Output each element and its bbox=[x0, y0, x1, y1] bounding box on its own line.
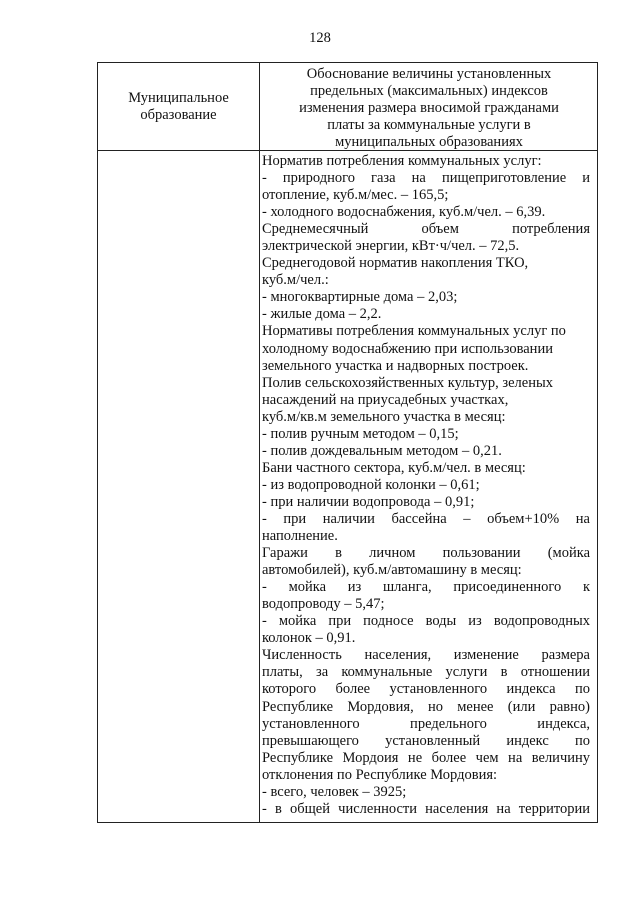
text-line: Полив сельскохозяйственных культур, зеленых bbox=[262, 374, 553, 391]
text-line: платы, за коммунальные услуги в отношении bbox=[262, 664, 590, 681]
header-justification-line: Обоснование величины установленных bbox=[306, 66, 552, 82]
text-line: - мойка при подносе воды из водопроводных bbox=[262, 613, 590, 630]
text-line: - многоквартирные дома – 2,03; bbox=[262, 289, 458, 306]
text-line: Среднегодовой норматив накопления ТКО, bbox=[262, 255, 529, 272]
text-line: которого более установленного индекса по bbox=[262, 681, 590, 698]
header-justification-line: платы за коммунальные услуги в bbox=[327, 117, 531, 133]
text-line: Гаражи в личном пользовании (мойка bbox=[262, 545, 590, 562]
text-line: превышающего установленный индекс по bbox=[262, 732, 590, 749]
text-line: наполнение. bbox=[262, 528, 338, 545]
text-line: водопроводу – 5,47; bbox=[262, 596, 385, 613]
page-number: 128 bbox=[309, 30, 331, 46]
text-line: - жилые дома – 2,2. bbox=[262, 306, 382, 323]
header-municipality-text: Муниципальное образование bbox=[128, 89, 229, 123]
text-line: автомобилей), куб.м/автомашину в месяц: bbox=[262, 562, 522, 579]
text-line: куб.м/кв.м земельного участка в месяц: bbox=[262, 408, 506, 425]
text-line: холодному водоснабжению при использовании bbox=[262, 340, 553, 357]
text-line: - при наличии водопровода – 0,91; bbox=[262, 493, 475, 510]
text-line: отклонения по Республике Мордовия: bbox=[262, 766, 498, 783]
text-line: - всего, человек – 3925; bbox=[262, 783, 407, 800]
text-line: - природного газа на пищеприготовление и bbox=[262, 170, 590, 187]
justification-text bbox=[262, 153, 590, 818]
header-municipality bbox=[98, 63, 259, 150]
text-line: колонок – 0,91. bbox=[262, 630, 356, 647]
header-justification bbox=[260, 66, 598, 151]
text-line: - полив дождевальным методом – 0,21. bbox=[262, 442, 502, 459]
text-line: куб.м/чел.: bbox=[262, 272, 329, 289]
text-line: установленного предельного индекса, bbox=[262, 715, 590, 732]
text-line: Нормативы потребления коммунальных услуг по bbox=[262, 323, 566, 340]
text-line: Среднемесячный объем потребления bbox=[262, 221, 590, 238]
text-line: Республике Мордовия, но менее (или равно) bbox=[262, 698, 590, 715]
text-line: отопление, куб.м/мес. – 165,5; bbox=[262, 187, 449, 204]
text-line: - из водопроводной колонки – 0,61; bbox=[262, 476, 480, 493]
text-line: - холодного водоснабжения, куб.м/чел. – 6,39. bbox=[262, 204, 546, 221]
text-line: - мойка из шланга, присоединенного к bbox=[262, 579, 590, 596]
header-justification-line: предельных (максимальных) индексов bbox=[310, 83, 548, 99]
header-justification-line: муниципальных образованиях bbox=[335, 134, 523, 150]
header-justification-line: изменения размера вносимой гражданами bbox=[299, 100, 559, 116]
text-line: земельного участка и надворных построек. bbox=[262, 357, 529, 374]
text-line: Республике Мордоия не более чем на величину bbox=[262, 749, 590, 766]
text-line: - в общей численности населения на территории bbox=[262, 800, 590, 817]
column-divider bbox=[259, 63, 260, 822]
text-line: Бани частного сектора, куб.м/чел. в месяц: bbox=[262, 459, 526, 476]
text-line: насаждений на приусадебных участках, bbox=[262, 391, 509, 408]
text-line: - при наличии бассейна – объем+10% на bbox=[262, 510, 590, 527]
document-table bbox=[97, 62, 598, 823]
text-line: Численность населения, изменение размера bbox=[262, 647, 590, 664]
text-line: Норматив потребления коммунальных услуг: bbox=[262, 153, 542, 169]
text-line: электрической энергии, кВт·ч/чел. – 72,5. bbox=[262, 238, 520, 255]
text-line: - полив ручным методом – 0,15; bbox=[262, 425, 459, 442]
